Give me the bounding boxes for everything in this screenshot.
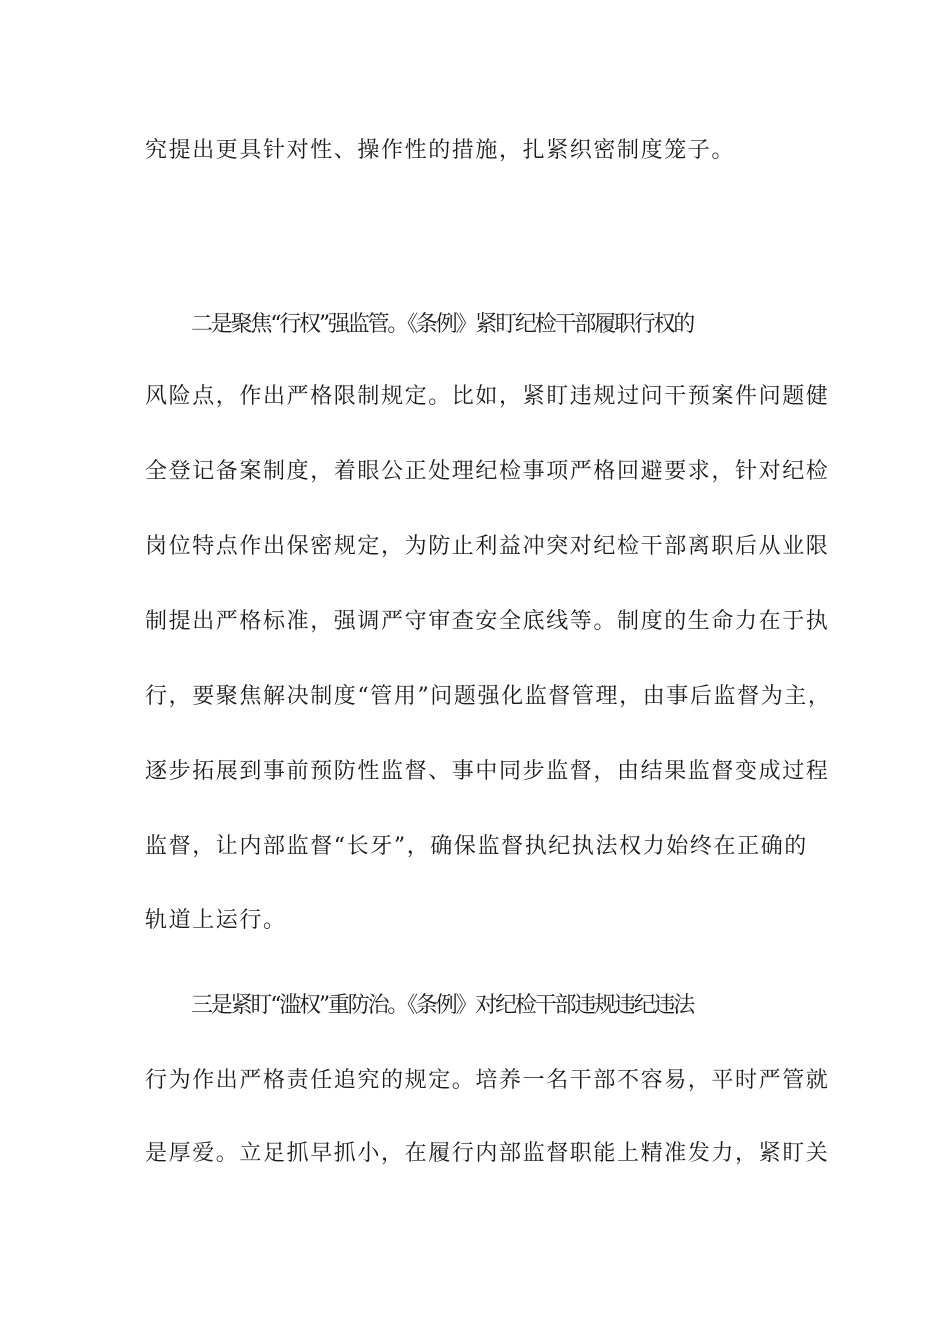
text-line: 风险点，作出严格限制规定。比如，紧盯违规过问干预案件问题健 (145, 384, 830, 409)
text-line: 究提出更具针对性、操作性的措施，扎紧织密制度笼子。 (145, 138, 736, 163)
text-line: 是厚爱。立足抓早抓小，在履行内部监督职能上精准发力，紧盯关 (145, 1141, 830, 1166)
text-line: 轨道上运行。 (145, 908, 287, 933)
text-line: 岗位特点作出保密规定，为防止利益冲突对纪检干部离职后从业限 (145, 534, 830, 559)
text-line: 三是紧盯“滥权”重防治。《条例》对纪检干部违规违纪违法 (191, 993, 694, 1018)
text-line: 制提出严格标准，强调严守审查安全底线等。制度的生命力在于执 (145, 609, 830, 634)
text-line: 监督，让内部监督“长牙”，确保监督执纪执法权力始终在正确的 (145, 834, 808, 859)
text-line: 二是聚焦“行权”强监管。《条例》紧盯纪检干部履职行权的 (191, 312, 694, 337)
text-line: 行为作出严格责任追究的规定。培养一名干部不容易，平时严管就 (145, 1068, 830, 1093)
text-line: 全登记备案制度，着眼公正处理纪检事项严格回避要求，针对纪检 (145, 459, 830, 484)
text-line: 逐步拓展到事前预防性监督、事中同步监督，由结果监督变成过程 (145, 759, 830, 784)
text-line: 行，要聚焦解决制度“管用”问题强化监督管理，由事后监督为主， (145, 684, 832, 709)
